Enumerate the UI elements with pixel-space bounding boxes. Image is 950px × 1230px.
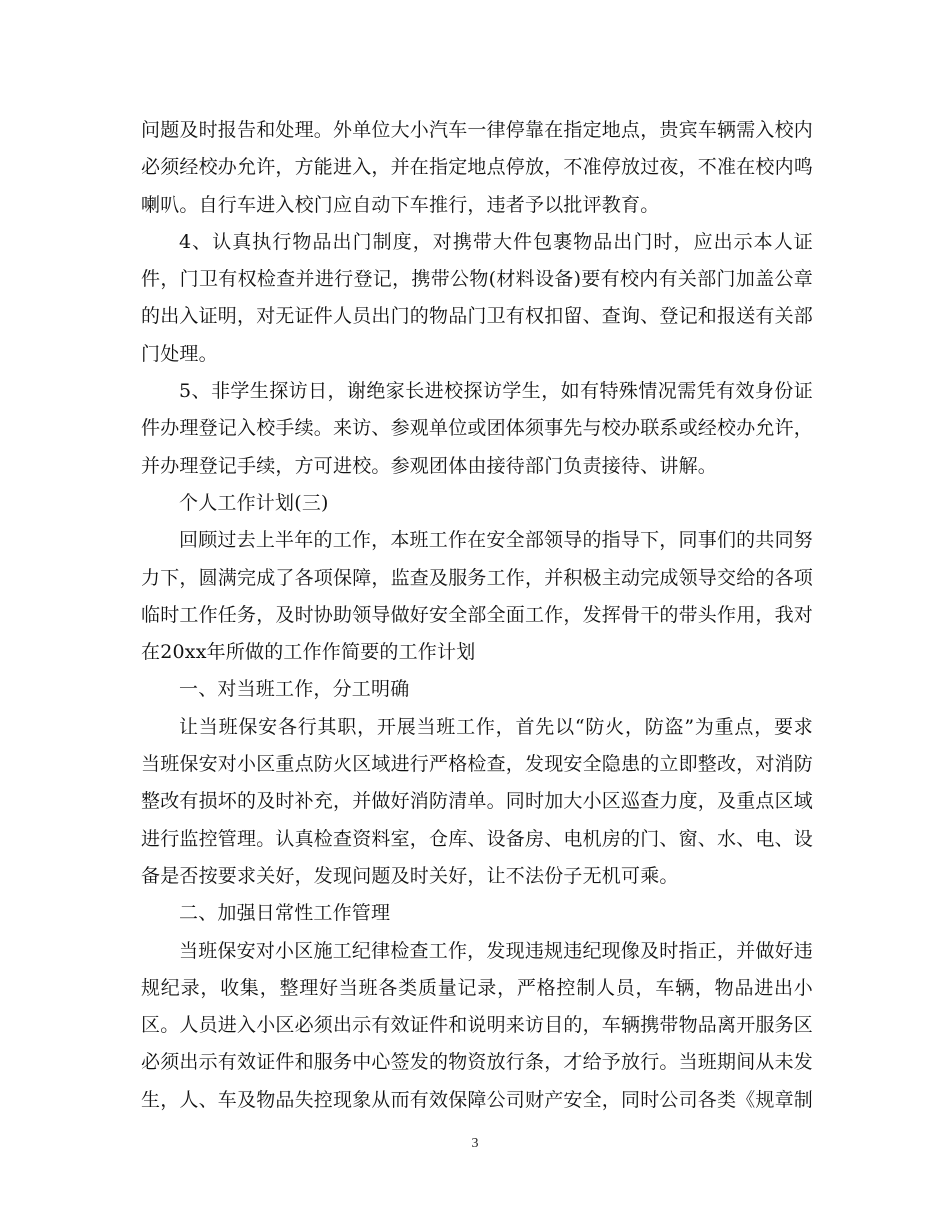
section-heading-1: 一、对当班工作，分工明确 — [179, 678, 410, 701]
paragraph-5: 回顾过去上半年的工作，本班工作在安全部领导的指导下，同事们的共同努力下，圆满完成了各项保障，监查及服务工作，并积极主动完成领导交给的各项临时工作任务，及时协助领导做好安全部全面工作，发挥骨干的带头作用，我对在20xx年所做的工作作简要的工作计划 — [141, 529, 814, 664]
page-number: 3 — [471, 1136, 479, 1151]
document-body — [141, 112, 813, 1119]
paragraph-9: 当班保安对小区施工纪律检查工作，发现违规违纪现像及时指正，并做好违规纪录，收集，整理好当班各类质量记录，严格控制人员，车辆，物品进出小区。人员进入小区必须出示有效证件和说明来访目的，车辆携带物品离开服务区必须出示有效证件和服务中心签发的物资放行条，才给予放行。当班期间从未发生，人、车及物品失控现象从而有效保障公司财产安全，同时公司各类《规章制 — [141, 939, 814, 1111]
section-heading-plan-3: 个人工作计划(三) — [179, 491, 329, 514]
paragraph-1: 问题及时报告和处理。外单位大小汽车一律停靠在指定地点，贵宾车辆需入校内必须经校办允许，方能进入，并在指定地点停放，不准停放过夜，不准在校内鸣喇叭。自行车进入校门应自动下车推行，违者予以批评教育。 — [141, 119, 814, 216]
paragraph-2: 4、认真执行物品出门制度，对携带大件包裹物品出门时，应出示本人证件，门卫有权检查并进行登记，携带公物(材料设备)要有校内有关部门加盖公章的出入证明，对无证件人员出门的物品门卫有权扣留、查询、登记和报送有关部门处理。 — [141, 230, 814, 365]
paragraph-7: 让当班保安各行其职，开展当班工作，首先以“防火，防盗”为重点，要求当班保安对小区重点防火区域进行严格检查，发现安全隐患的立即整改，对消防整改有损坏的及时补充，并做好消防清单。同时加大小区巡查力度，及重点区域进行监控管理。认真检查资料室，仓库、设备房、电机房的门、窗、水、电、设备是否按要求关好，发现问题及时关好，让不法份子无机可乘。 — [141, 715, 814, 887]
paragraph-3: 5、非学生探访日，谢绝家长进校探访学生，如有特殊情况需凭有效身份证件办理登记入校手续。来访、参观单位或团体须事先与校办联系或经校办允许，并办理登记手续，方可进校。参观团体由接待部门负责接待、讲解。 — [141, 380, 814, 477]
section-heading-2: 二、加强日常性工作管理 — [179, 902, 391, 925]
